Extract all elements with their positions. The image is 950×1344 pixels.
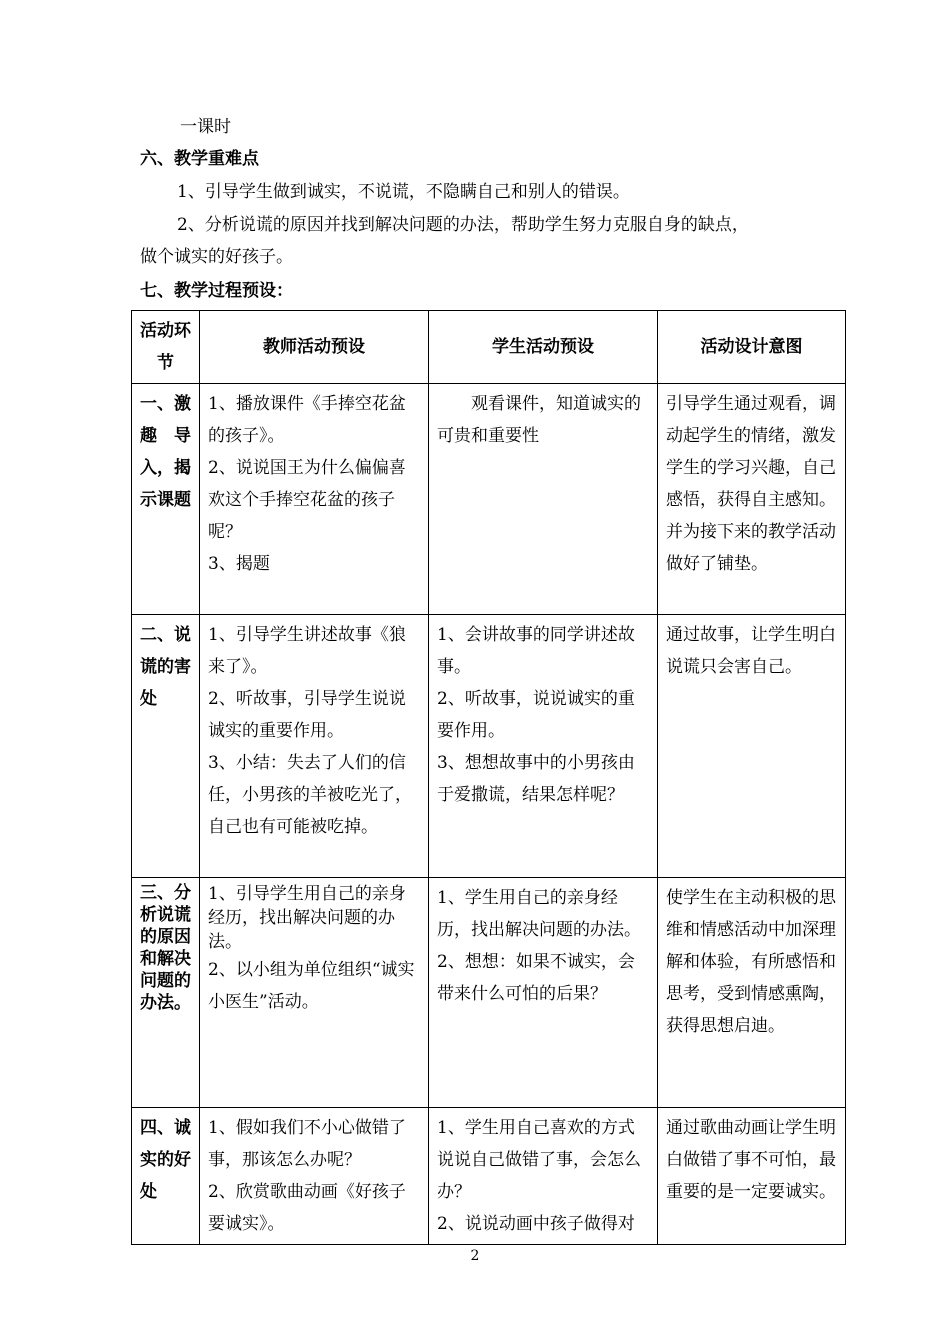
header-stage: 活动环节 — [132, 311, 200, 384]
section-7-heading: 七、教学过程预设： — [140, 281, 293, 301]
teacher-step: 1、假如我们不小心做错了事，那该怎么办呢？ — [208, 1118, 406, 1170]
page-number: 2 — [470, 1248, 480, 1264]
header-intent: 活动设计意图 — [658, 311, 846, 384]
teacher-step: 2、说说国王为什么偏偏喜欢这个手捧空花盆的孩子呢？ — [208, 458, 406, 542]
stage-cell: 二、说谎的害处 — [132, 615, 200, 878]
teacher-cell — [200, 384, 429, 615]
student-cell — [429, 615, 658, 878]
key-point-2-line-1: 2、分析说谎的原因并找到解决问题的办法，帮助学生努力克服自身的缺点， — [177, 215, 749, 235]
student-step: 2、听故事，说说诚实的重要作用。 — [437, 689, 635, 741]
student-step: 1、学生用自己喜欢的方式说说自己做错了事，会怎么办？ — [437, 1118, 641, 1202]
intent-cell — [658, 384, 846, 615]
teacher-cell — [200, 615, 429, 878]
student-step: 2、想想：如果不诚实，会带来什么可怕的后果？ — [437, 952, 635, 1004]
intent-cell — [658, 878, 846, 1108]
stage-cell: 四、诚实的好处 — [132, 1108, 200, 1245]
student-cell — [429, 878, 658, 1108]
teaching-process-table — [131, 310, 846, 1245]
teacher-step: 1、引导学生讲述故事《狼来了》。 — [208, 625, 406, 677]
intent-text: 引导学生通过观看，调动起学生的情绪，激发学生的学习兴趣，自己感悟，获得自主感知。并为接下来的教学活动做好了铺垫。 — [666, 394, 836, 574]
teacher-step: 2、听故事，引导学生说说诚实的重要作用。 — [208, 689, 406, 741]
lesson-time: 一课时 — [180, 117, 231, 137]
header-teacher: 教师活动预设 — [200, 311, 429, 384]
teacher-cell — [200, 1108, 429, 1245]
teacher-cell — [200, 878, 429, 1108]
stage-cell: 三、分析说谎的原因和解决问题的办法。 — [132, 878, 200, 1108]
table-row — [132, 1108, 846, 1245]
teacher-step: 3、揭题 — [208, 554, 270, 574]
teacher-step: 3、小结：失去了人们的信任，小男孩的羊被吃光了，自己也有可能被吃掉。 — [208, 753, 412, 837]
header-student: 学生活动预设 — [429, 311, 658, 384]
key-point-1: 1、引导学生做到诚实，不说谎，不隐瞒自己和别人的错误。 — [177, 182, 630, 202]
teacher-step: 2、欣赏歌曲动画《好孩子要诚实》。 — [208, 1182, 406, 1234]
student-step: 1、会讲故事的同学讲述故事。 — [437, 625, 635, 677]
stage-cell: 一、激趣导入，揭示课题 — [132, 384, 200, 615]
intent-text: 使学生在主动积极的思维和情感活动中加深理解和体验，有所感悟和思考，受到情感熏陶，获得思想启迪。 — [666, 888, 836, 1036]
table-row — [132, 384, 846, 615]
table-row — [132, 615, 846, 878]
student-cell — [429, 1108, 658, 1245]
student-step: 1、学生用自己的亲身经历，找出解决问题的办法。 — [437, 888, 641, 940]
intent-text: 通过故事，让学生明白说谎只会害自己。 — [666, 625, 836, 677]
table-row — [132, 878, 846, 1108]
intent-cell — [658, 1108, 846, 1245]
teacher-step: 2、以小组为单位组织“诚实小医生”活动。 — [208, 960, 415, 1012]
table-header-row — [132, 311, 846, 384]
student-step: 3、想想故事中的小男孩由于爱撒谎，结果怎样呢？ — [437, 753, 635, 805]
section-6-heading: 六、教学重难点 — [140, 149, 259, 169]
student-step: 观看课件，知道诚实的可贵和重要性 — [437, 394, 641, 446]
teacher-step: 1、播放课件《手捧空花盆的孩子》。 — [208, 394, 406, 446]
student-cell — [429, 384, 658, 615]
intent-cell — [658, 615, 846, 878]
teacher-step: 1、引导学生用自己的亲身经历，找出解决问题的办法。 — [208, 884, 406, 952]
key-point-2-line-2: 做个诚实的好孩子。 — [140, 247, 293, 267]
student-step: 2、说说动画中孩子做得对 — [437, 1214, 635, 1234]
intent-text: 通过歌曲动画让学生明白做错了事不可怕，最重要的是一定要诚实。 — [666, 1118, 836, 1202]
